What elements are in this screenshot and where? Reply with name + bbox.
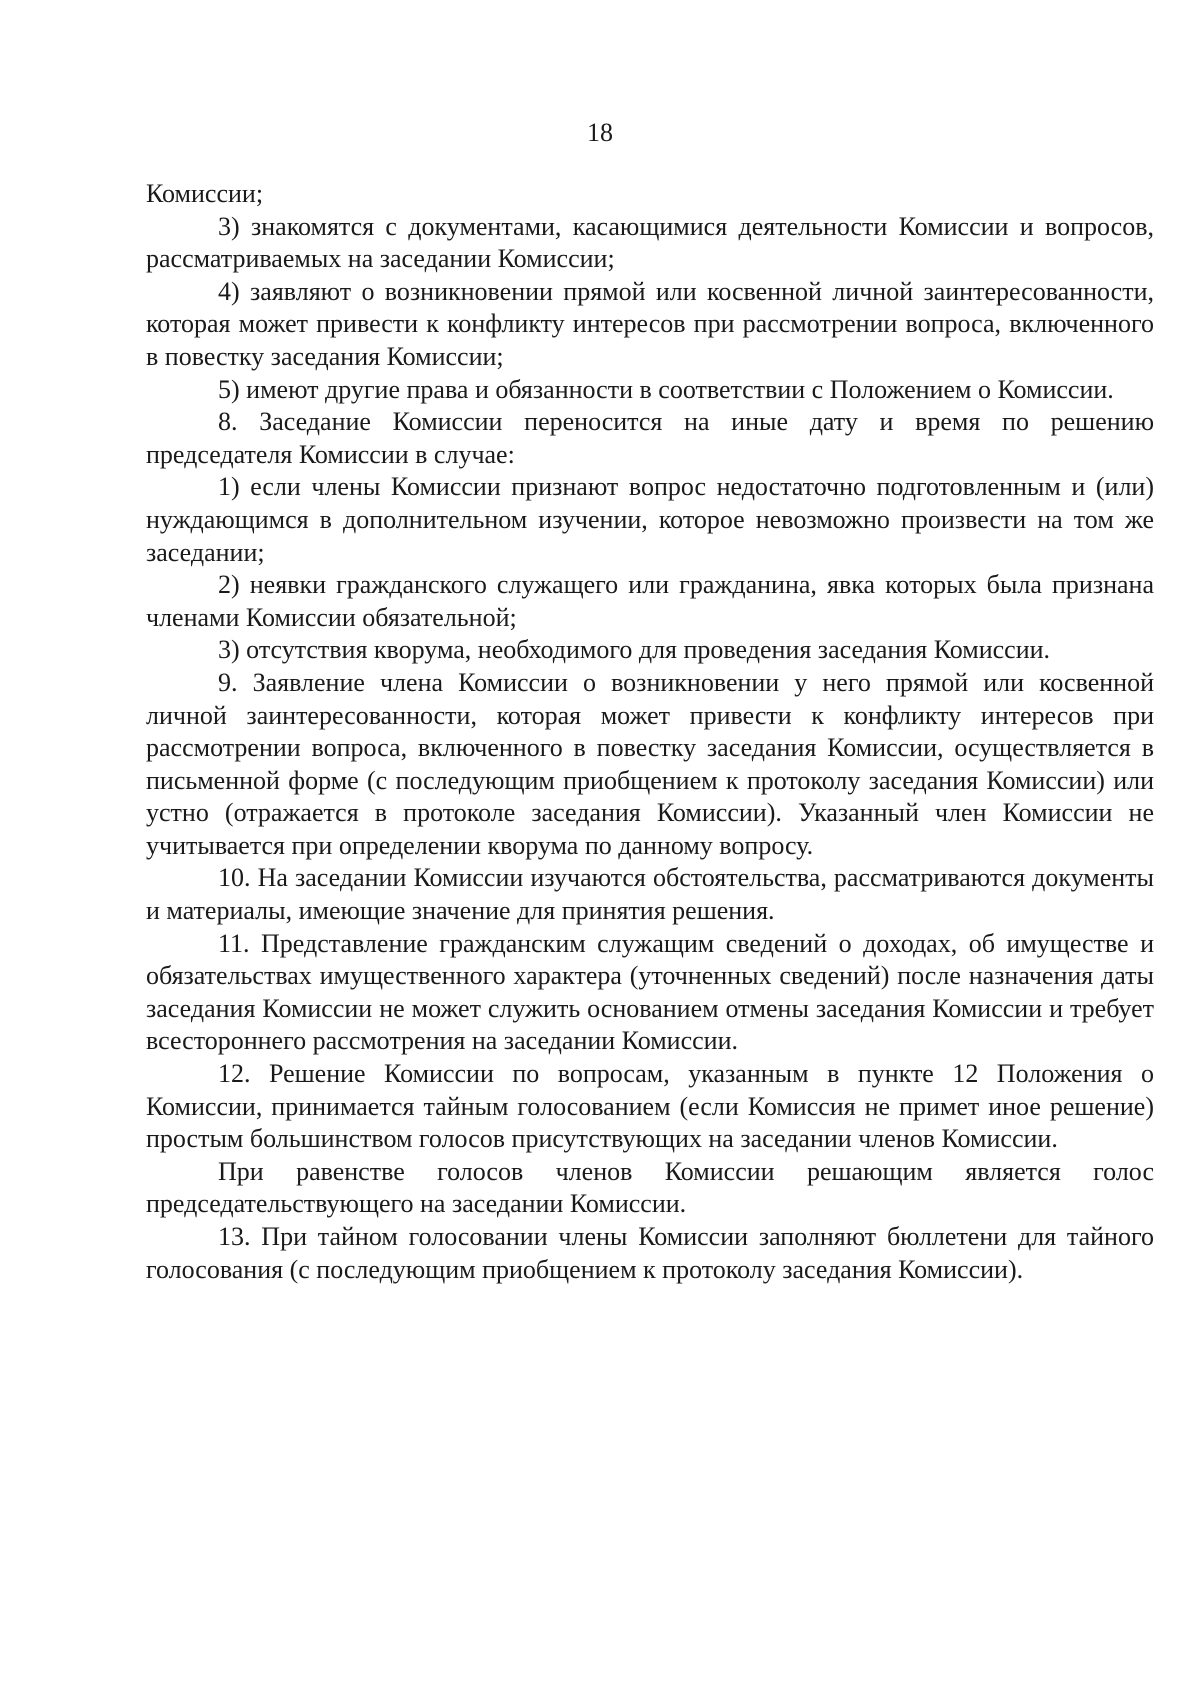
page-number: 18 xyxy=(587,118,613,147)
paragraph-section-8-item-2: 2) неявки гражданского служащего или гражданина, явка которых была признана членами Комиссии обязательной; xyxy=(146,570,1154,632)
paragraph-item-4: 4) заявляют о возникновении прямой или косвенной личной заинтересованности, которая может привести к конфликту интересов при рассмотрении вопроса, включенного в повестку заседания Комиссии; xyxy=(146,276,1154,371)
paragraph-item-3: 3) знакомятся с документами, касающимися деятельности Комиссии и вопросов, рассматриваемых на заседании Комиссии; xyxy=(146,211,1154,274)
document-body xyxy=(146,178,1154,1286)
paragraph-section-10: 10. На заседании Комиссии изучаются обстоятельства, рассматриваются документы и материалы, имеющие значение для принятия решения. xyxy=(146,863,1154,926)
paragraph-continuation: Комиссии; xyxy=(146,179,264,208)
paragraph-section-9: 9. Заявление члена Комиссии о возникновении у него прямой или косвенной личной заинтересованности, которая может привести к конфликту интересов при рассмотрении вопроса, включенного в повестку заседания Комиссии, осуществляется в письменной форме (с последующим приобщением к протоколу заседания Комиссии) или устно (отражается в протоколе заседания Комиссии). Указанный член Комиссии не учитывается при определении кворума по данному вопросу. xyxy=(146,667,1154,860)
paragraph-item-5: 5) имеют другие права и обязанности в соответствии с Положением о Комиссии. xyxy=(218,374,1114,404)
paragraph-section-12-continuation: При равенстве голосов членов Комиссии решающим является голос председательствующего на заседании Комиссии. xyxy=(146,1156,1154,1219)
paragraph-section-8-item-3: 3) отсутствия кворума, необходимого для проведения заседания Комиссии. xyxy=(218,635,1051,665)
paragraph-section-11: 11. Представление гражданским служащим сведений о доходах, об имуществе и обязательствах имущественного характера (уточненных сведений) после назначения даты заседания Комиссии не может служить основанием отмены заседания Комиссии и требует всестороннего рассмотрения на заседании Комиссии. xyxy=(146,928,1154,1056)
paragraph-section-8-item-1: 1) если члены Комиссии признают вопрос недостаточно подготовленным и (или) нуждающимся в дополнительном изучении, которое невозможно произвести на том же заседании; xyxy=(146,472,1154,567)
paragraph-section-8: 8. Заседание Комиссии переносится на иные дату и время по решению председателя Комиссии в случае: xyxy=(146,407,1154,469)
paragraph-section-13: 13. При тайном голосовании члены Комиссии заполняют бюллетени для тайного голосования (с последующим приобщением к протоколу заседания Комиссии). xyxy=(146,1222,1154,1284)
paragraph-section-12: 12. Решение Комиссии по вопросам, указанным в пункте 12 Положения о Комиссии, принимается тайным голосованием (если Комиссия не примет иное решение) простым большинством голосов присутствующих на заседании членов Комиссии. xyxy=(146,1059,1154,1154)
